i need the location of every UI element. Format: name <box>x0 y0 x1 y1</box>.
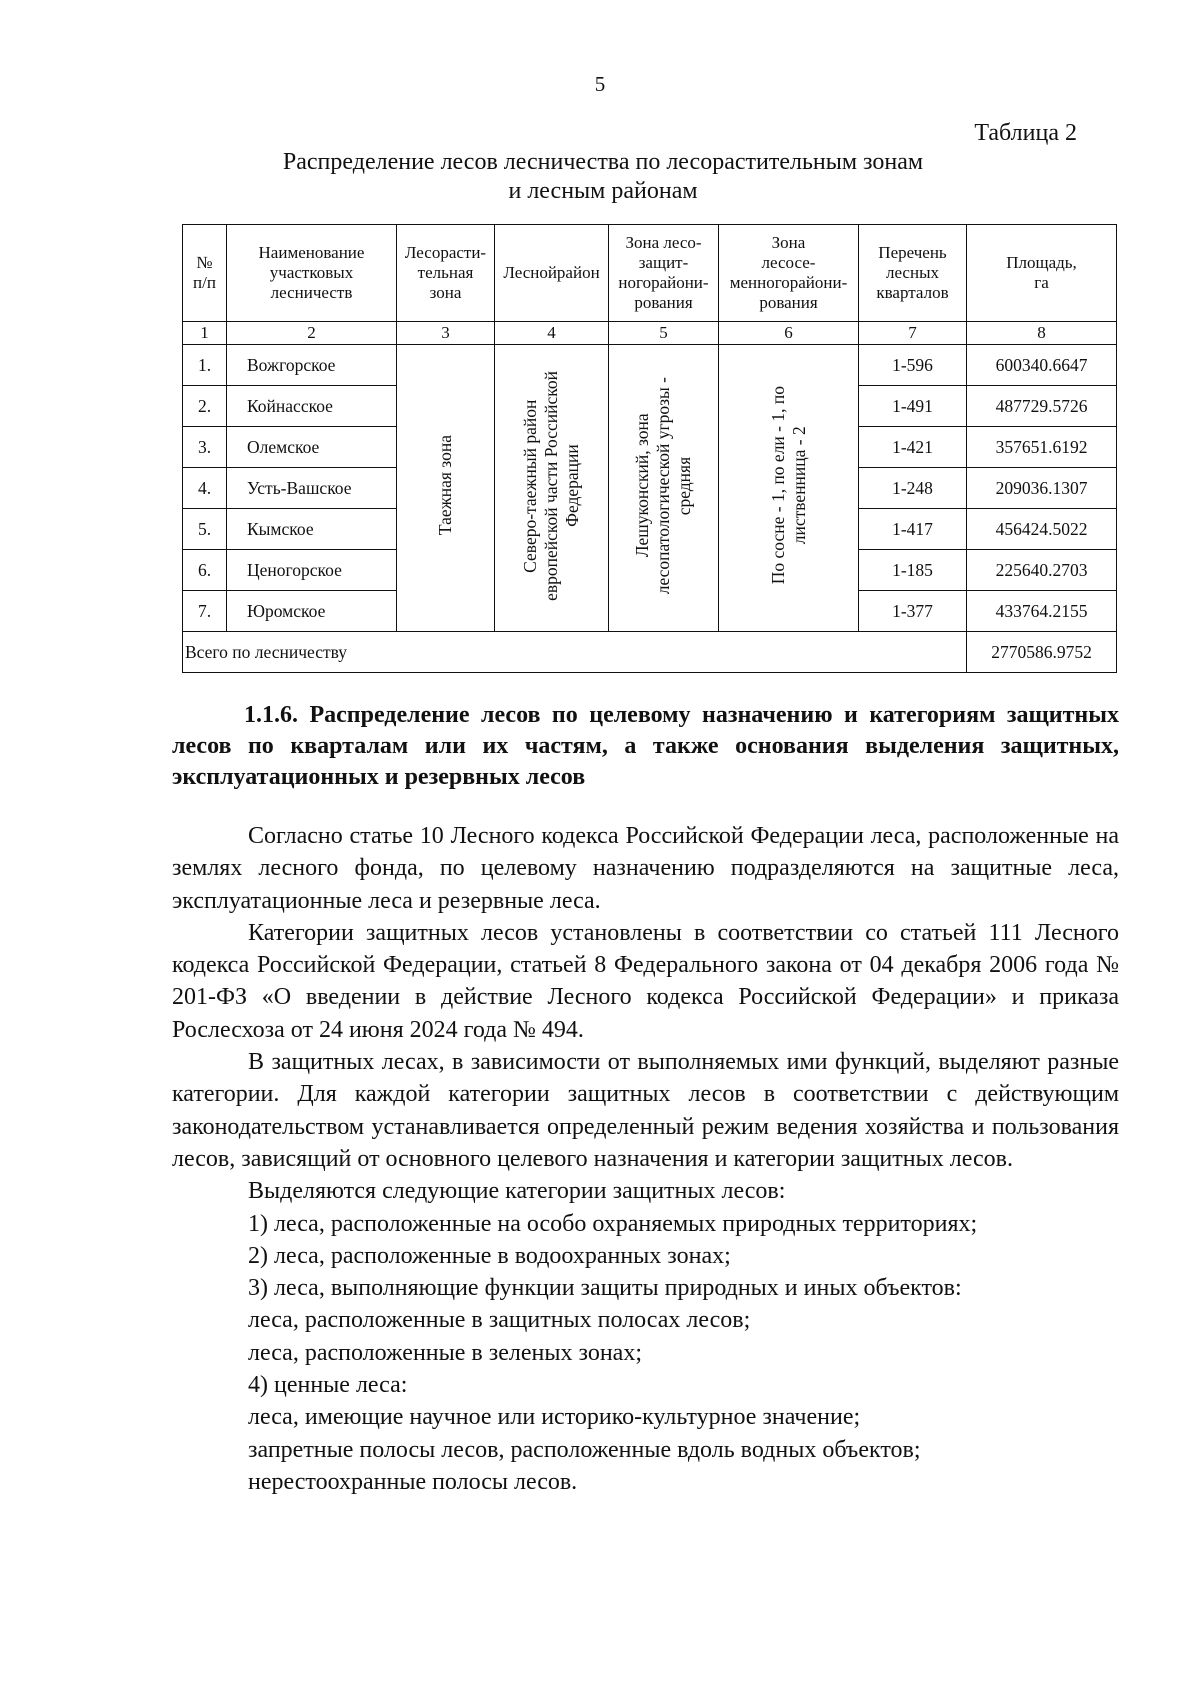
paragraph: Согласно статье 10 Лесного кодекса Российской Федерации леса, расположенные на землях лесного фонда, по целевому назначению подразделяются на защитные леса, эксплуатационные леса и резервные леса. <box>172 823 1119 914</box>
column-number: 5 <box>609 322 719 345</box>
column-number: 4 <box>495 322 609 345</box>
quarters-list: 1-377 <box>859 591 967 632</box>
column-number-row <box>183 322 1117 345</box>
column-number: 1 <box>183 322 227 345</box>
header-cell: Лесорасти- тельная зона <box>397 225 495 322</box>
area-value: 487729.5726 <box>967 386 1117 427</box>
list-line: леса, расположенные в зеленых зонах; <box>248 1339 642 1366</box>
header-cell: Зона лесо- защит- ногорайони- рования <box>609 225 719 322</box>
row-number: 1. <box>183 345 227 386</box>
quarters-list: 1-421 <box>859 427 967 468</box>
district-name: Вожгорское <box>227 345 397 386</box>
section-number: 1.1.6. <box>244 702 298 728</box>
list-line: 4) ценные леса: <box>248 1372 408 1399</box>
forest-zones-table <box>182 224 1117 673</box>
row-number: 5. <box>183 509 227 550</box>
header-cell: № п/п <box>183 225 227 322</box>
area-value: 225640.2703 <box>967 550 1117 591</box>
table-row <box>183 345 1117 386</box>
list-line: запретные полосы лесов, расположенные вдоль водных объектов; <box>248 1436 921 1463</box>
header-cell: Леснойрайон <box>495 225 609 322</box>
paragraph: 1) леса, расположенные на особо охраняемых природных территориях; <box>248 1210 978 1237</box>
section-heading <box>172 700 1119 793</box>
list-line: леса, расположенные в защитных полосах лесов; <box>248 1307 751 1334</box>
paragraph: В защитных лесах, в зависимости от выполняемых ими функций, выделяют разные категории. Для каждой категории защитных лесов в соответствии с действующим законодательством устанавливается определенный режим ведения хозяйства и пользования лесов, зависящий от основного целевого назначения и категории защитных лесов. <box>172 1049 1119 1172</box>
column-number: 3 <box>397 322 495 345</box>
district-name: Юромское <box>227 591 397 632</box>
district-name: Усть-Вашское <box>227 468 397 509</box>
area-value: 433764.2155 <box>967 591 1117 632</box>
total-label: Всего по лесничеству <box>183 632 967 673</box>
quarters-list: 1-248 <box>859 468 967 509</box>
header-cell: Площадь, га <box>967 225 1117 322</box>
row-number: 4. <box>183 468 227 509</box>
table-title <box>185 148 1021 206</box>
area-value: 456424.5022 <box>967 509 1117 550</box>
forest-region-text: Северо-таежный район европейской части Российской Федерации <box>520 370 582 601</box>
paragraph: Выделяются следующие категории защитных лесов: <box>248 1178 786 1205</box>
header-row <box>183 225 1117 322</box>
row-number: 6. <box>183 550 227 591</box>
row-number: 2. <box>183 386 227 427</box>
header-cell: Наименование участковых лесничеств <box>227 225 397 322</box>
list-line: 2) леса, расположенные в водоохранных зонах; <box>248 1242 731 1269</box>
vegetation-zone-text: Таежная зона <box>435 435 455 536</box>
forest-region-cell <box>495 345 609 632</box>
seed-zone-cell <box>719 345 859 632</box>
quarters-list: 1-185 <box>859 550 967 591</box>
row-number: 3. <box>183 427 227 468</box>
list-line: нерестоохранные полосы лесов. <box>248 1468 578 1495</box>
section-heading-text: Распределение лесов по целевому назначению и категориям защитных лесов по кварталам или их частям, а также основания выделения защитных, эксплуатационных и резервных лесов <box>172 702 1119 790</box>
column-number: 2 <box>227 322 397 345</box>
seed-zone-text: По сосне - 1, по ели - 1, по лиственница - 2 <box>767 386 809 585</box>
total-row <box>183 632 1117 673</box>
quarters-list: 1-491 <box>859 386 967 427</box>
column-number: 7 <box>859 322 967 345</box>
list-line: леса, имеющие научное или историко-культурное значение; <box>248 1404 861 1431</box>
area-value: 600340.6647 <box>967 345 1117 386</box>
district-name: Кымское <box>227 509 397 550</box>
total-area: 2770586.9752 <box>967 632 1117 673</box>
protection-zone-text: Лешуконский, зона лесопатологической угрозы - средняя <box>632 376 694 595</box>
row-number: 7. <box>183 591 227 632</box>
table-label: Таблица 2 <box>974 120 1077 146</box>
header-cell: Перечень лесных кварталов <box>859 225 967 322</box>
district-name: Олемское <box>227 427 397 468</box>
area-value: 357651.6192 <box>967 427 1117 468</box>
table-title-line: и лесным районам <box>508 178 698 204</box>
column-number: 8 <box>967 322 1117 345</box>
page-number: 5 <box>594 72 606 96</box>
paragraph: Категории защитных лесов установлены в соответствии со статьей 111 Лесного кодекса Российской Федерации, статьей 8 Федерального закона от 04 декабря 2006 года № 201-ФЗ «О введении в действие Лесного кодекса Российской Федерации» и приказа Рослесхоза от 24 июня 2024 года № 494. <box>172 919 1119 1043</box>
column-number: 6 <box>719 322 859 345</box>
list-line: 3) леса, выполняющие функции защиты природных и иных объектов: <box>248 1275 962 1302</box>
body-text <box>172 820 1119 1498</box>
area-value: 209036.1307 <box>967 468 1117 509</box>
district-name: Ценогорское <box>227 550 397 591</box>
district-name: Койнасское <box>227 386 397 427</box>
header-cell: Зона лесосе- менногорайони- рования <box>719 225 859 322</box>
table-title-line: Распределение лесов лесничества по лесорастительным зонам <box>282 149 924 175</box>
protection-zone-cell <box>609 345 719 632</box>
quarters-list: 1-417 <box>859 509 967 550</box>
quarters-list: 1-596 <box>859 345 967 386</box>
vegetation-zone-cell <box>397 345 495 632</box>
